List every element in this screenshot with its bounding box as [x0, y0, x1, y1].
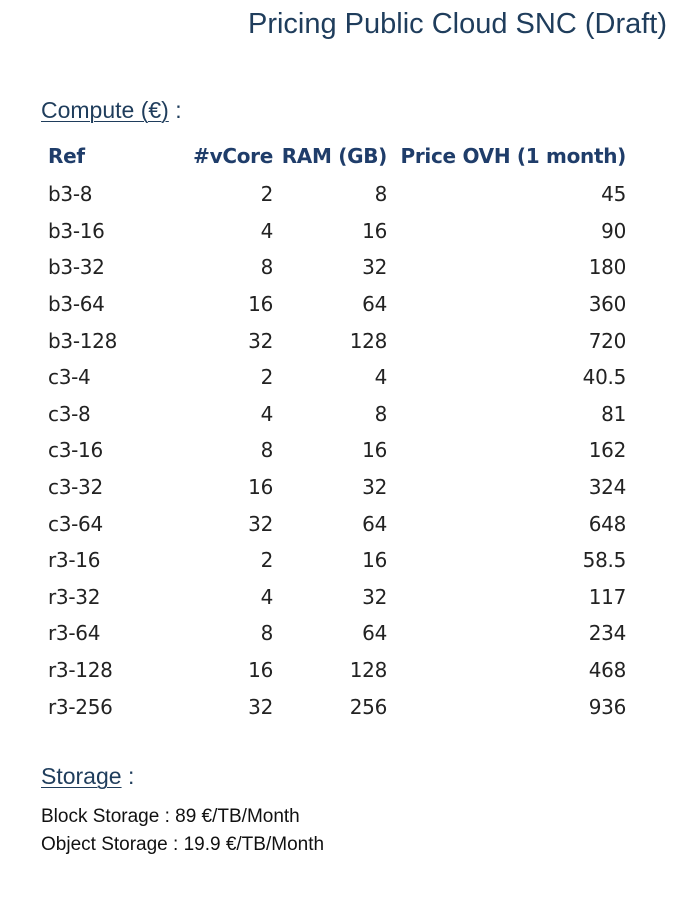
- compute-table-body: [41, 176, 626, 725]
- storage-heading-suffix: :: [121, 763, 135, 789]
- cell-ref: c3-64: [48, 511, 103, 536]
- cell-price: 234: [588, 621, 626, 646]
- cell-price: 45: [601, 182, 626, 207]
- table-header-row: [41, 136, 626, 176]
- cell-ram: 32: [362, 255, 387, 280]
- column-header-ref: Ref: [48, 144, 85, 168]
- cell-price: 81: [601, 401, 626, 426]
- table-row: [41, 396, 626, 433]
- cell-ram: 4: [374, 365, 387, 390]
- table-row: [41, 505, 626, 542]
- cell-price: 648: [588, 511, 626, 536]
- cell-ram: 64: [362, 292, 387, 317]
- cell-ram: 32: [362, 584, 387, 609]
- cell-price: 40.5: [582, 365, 626, 390]
- table-row: [41, 286, 626, 323]
- cell-ram: 8: [374, 401, 387, 426]
- cell-ref: r3-64: [48, 621, 101, 646]
- cell-vcore: 2: [260, 182, 273, 207]
- cell-ref: r3-32: [48, 584, 101, 609]
- table-row: [41, 542, 626, 579]
- cell-ref: b3-16: [48, 218, 105, 243]
- compute-section-heading: [41, 97, 182, 124]
- cell-vcore: 8: [260, 255, 273, 280]
- cell-vcore: 16: [248, 475, 273, 500]
- storage-section-heading: [41, 763, 134, 790]
- cell-price: 360: [588, 292, 626, 317]
- cell-price: 162: [588, 438, 626, 463]
- cell-vcore: 4: [260, 218, 273, 243]
- column-header-vcore: #vCore: [193, 144, 273, 168]
- compute-pricing-table: [41, 136, 626, 725]
- cell-vcore: 8: [260, 621, 273, 646]
- table-row: [41, 322, 626, 359]
- cell-ram: 16: [362, 218, 387, 243]
- compute-heading-link[interactable]: Compute (€): [41, 97, 169, 123]
- cell-ref: c3-32: [48, 475, 103, 500]
- cell-price: 720: [588, 328, 626, 353]
- table-row: [41, 213, 626, 250]
- cell-vcore: 4: [260, 401, 273, 426]
- cell-vcore: 2: [260, 365, 273, 390]
- table-row: [41, 176, 626, 213]
- cell-price: 180: [588, 255, 626, 280]
- table-row: [41, 579, 626, 616]
- cell-ref: b3-32: [48, 255, 105, 280]
- page-title: Pricing Public Cloud SNC (Draft): [247, 8, 667, 40]
- cell-price: 117: [588, 584, 626, 609]
- cell-vcore: 16: [248, 658, 273, 683]
- compute-heading-suffix: :: [168, 97, 182, 123]
- cell-ram: 8: [374, 182, 387, 207]
- cell-vcore: 2: [260, 548, 273, 573]
- cell-vcore: 32: [248, 328, 273, 353]
- cell-vcore: 4: [260, 584, 273, 609]
- cell-ram: 16: [362, 548, 387, 573]
- cell-ref: c3-8: [48, 401, 91, 426]
- cell-vcore: 8: [260, 438, 273, 463]
- cell-ref: b3-128: [48, 328, 118, 353]
- cell-price: 90: [601, 218, 626, 243]
- storage-details: [41, 803, 324, 859]
- cell-ref: b3-8: [48, 182, 93, 207]
- table-row: [41, 652, 626, 689]
- block-storage-price: Block Storage : 89 €/TB/Month: [41, 806, 300, 827]
- cell-ram: 32: [362, 475, 387, 500]
- cell-price: 936: [588, 694, 626, 719]
- cell-ref: b3-64: [48, 292, 105, 317]
- cell-vcore: 16: [248, 292, 273, 317]
- cell-ref: r3-16: [48, 548, 101, 573]
- cell-ram: 256: [349, 694, 387, 719]
- cell-ram: 16: [362, 438, 387, 463]
- cell-ref: c3-4: [48, 365, 91, 390]
- object-storage-price: Object Storage : 19.9 €/TB/Month: [41, 834, 325, 855]
- table-row: [41, 688, 626, 725]
- cell-ram: 64: [362, 511, 387, 536]
- table-row: [41, 249, 626, 286]
- cell-price: 324: [588, 475, 626, 500]
- cell-ref: r3-128: [48, 658, 113, 683]
- storage-heading-link[interactable]: Storage: [41, 763, 122, 789]
- cell-vcore: 32: [248, 694, 273, 719]
- table-row: [41, 615, 626, 652]
- cell-vcore: 32: [248, 511, 273, 536]
- cell-ram: 128: [349, 658, 387, 683]
- cell-ref: r3-256: [48, 694, 113, 719]
- table-row: [41, 359, 626, 396]
- table-row: [41, 469, 626, 506]
- cell-ram: 128: [349, 328, 387, 353]
- cell-price: 468: [588, 658, 626, 683]
- cell-price: 58.5: [582, 548, 626, 573]
- column-header-price: Price OVH (1 month): [400, 144, 626, 168]
- table-row: [41, 432, 626, 469]
- column-header-ram: RAM (GB): [281, 144, 387, 168]
- cell-ref: c3-16: [48, 438, 103, 463]
- cell-ram: 64: [362, 621, 387, 646]
